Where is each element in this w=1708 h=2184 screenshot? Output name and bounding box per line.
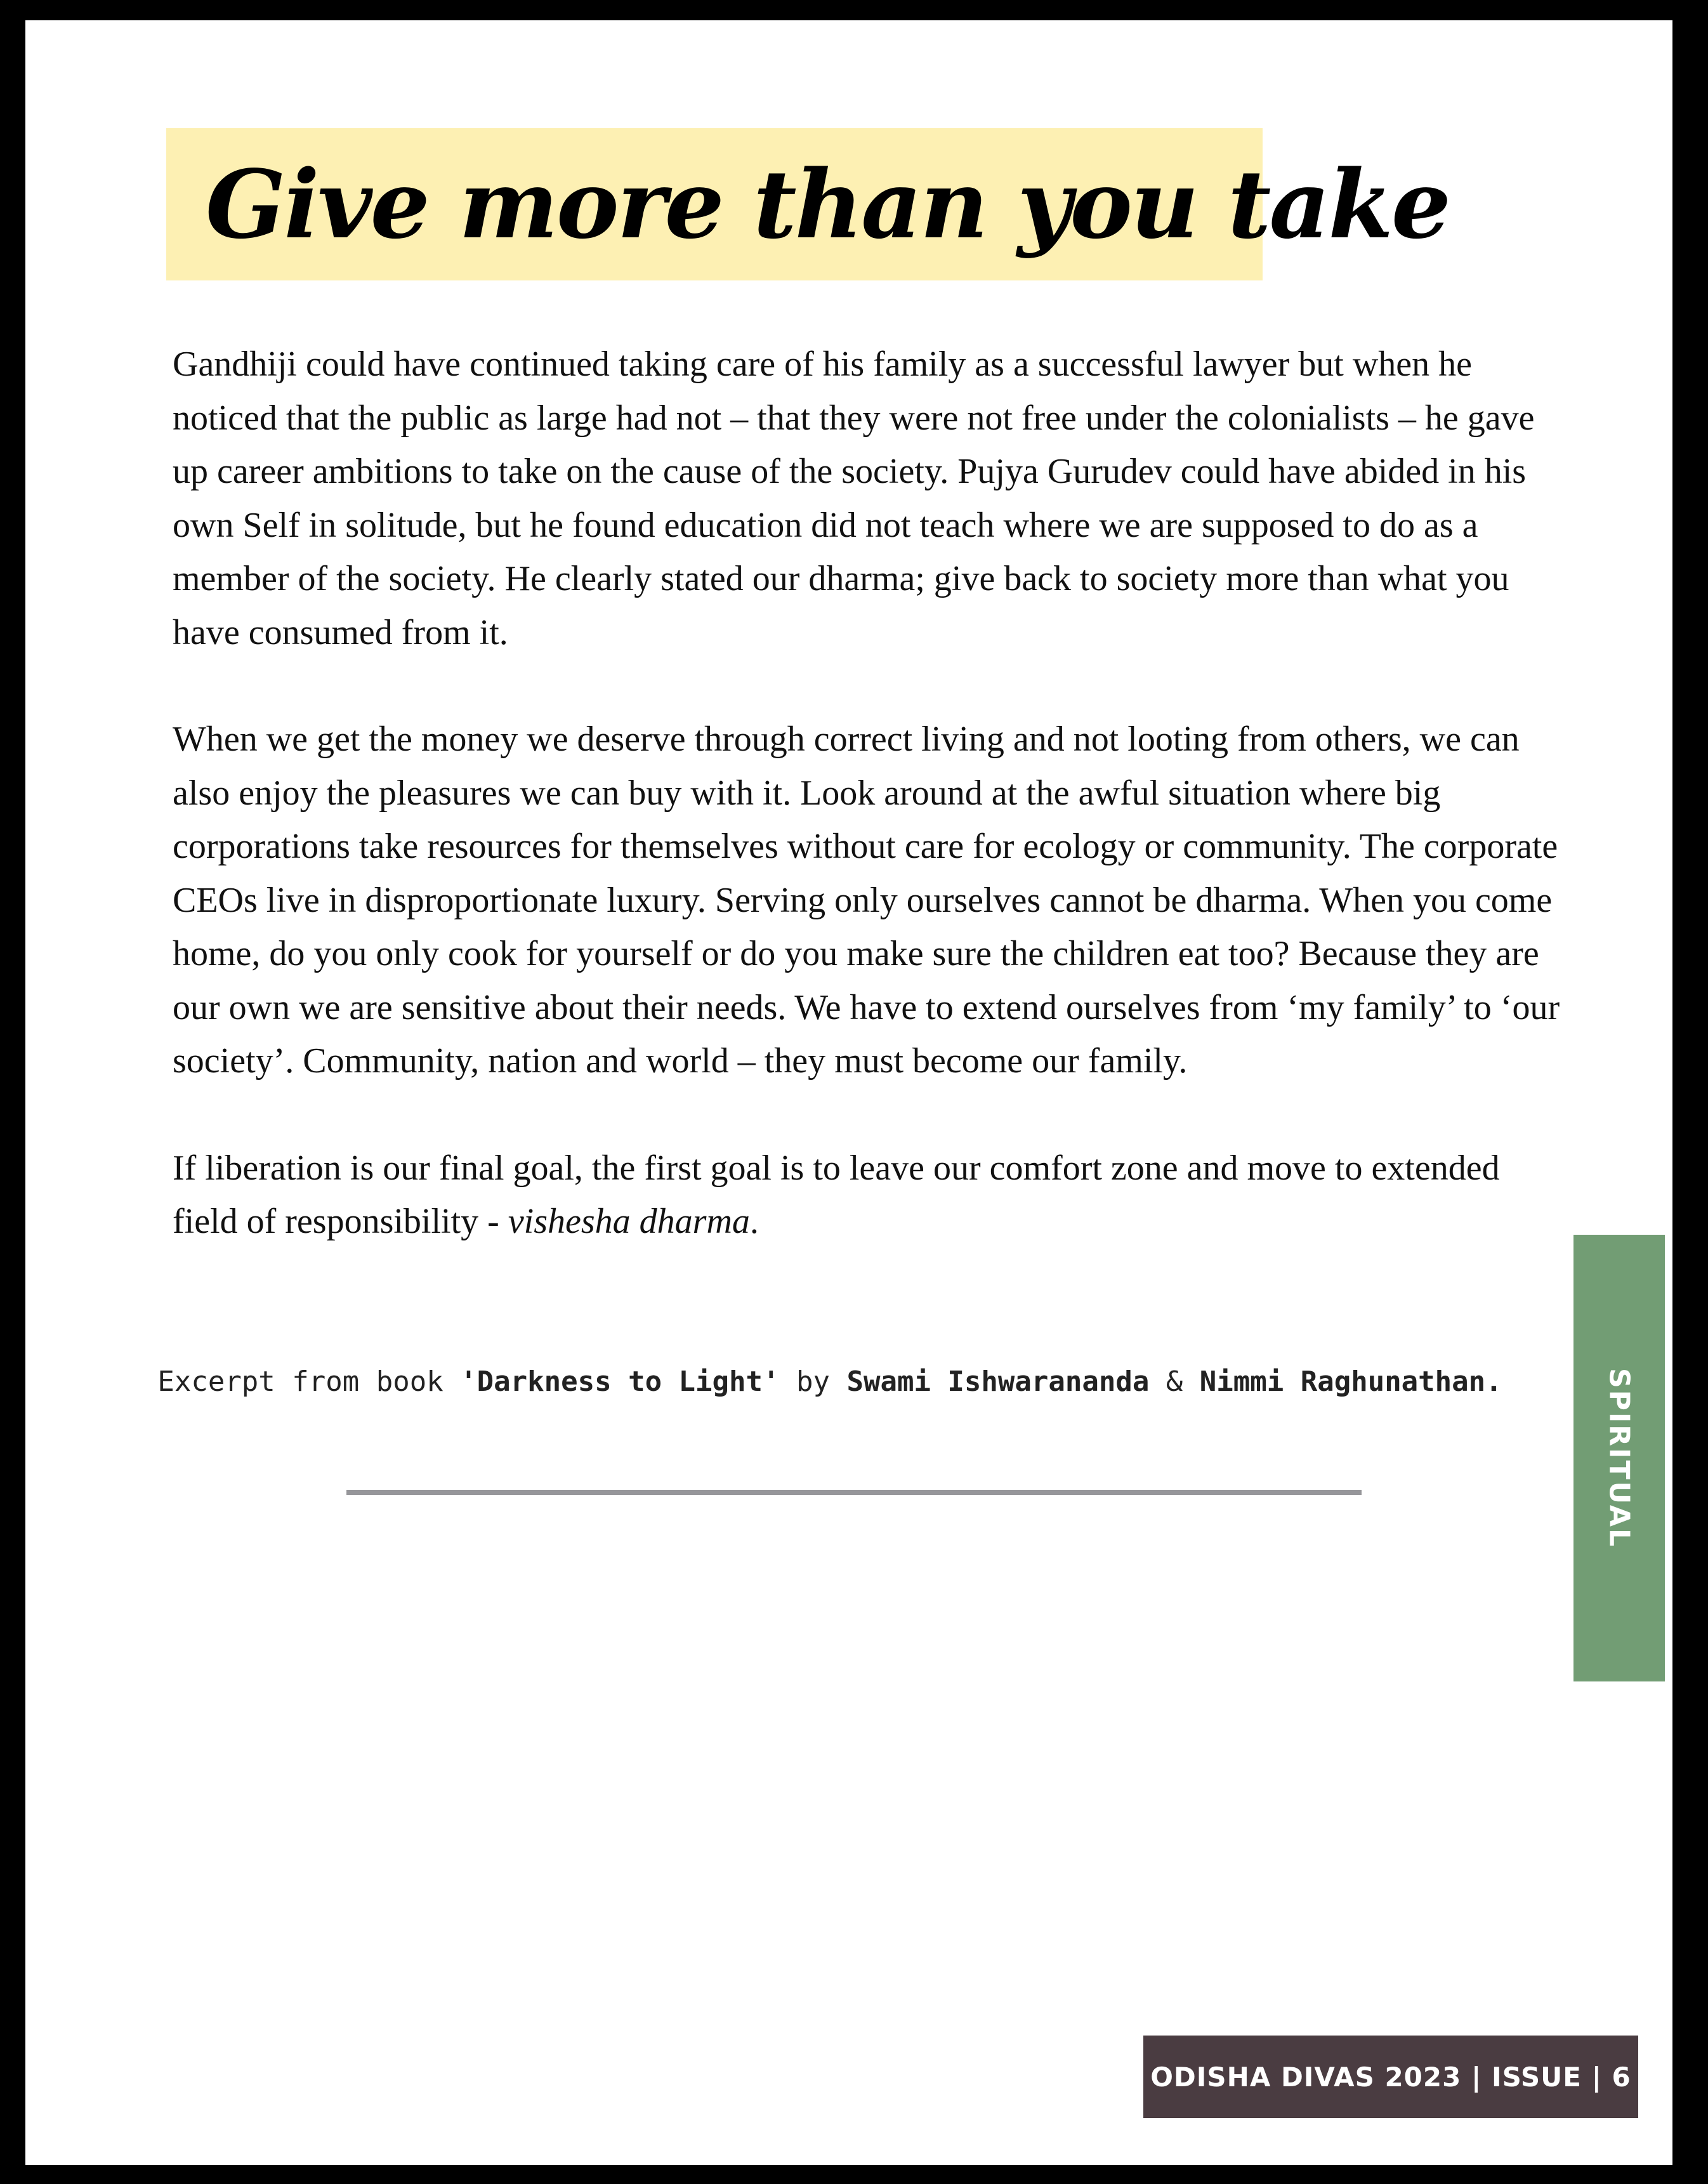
paragraph-3-text: If liberation is our final goal, the first goal is to leave our comfort zone and move to extended field of responsibility - [173,1148,1500,1241]
excerpt-by: by [779,1365,847,1398]
title-highlight-box [166,128,1450,280]
section-side-tab [1573,1235,1665,1681]
paragraph-3-italic-term: vishesha dharma [508,1202,750,1241]
magazine-page [25,20,1672,2165]
footer-issue-label: ODISHA DIVAS 2023 | ISSUE | 6 [1150,2061,1631,2093]
section-divider [346,1490,1362,1495]
author-2: Nimmi Raghunathan. [1199,1365,1502,1398]
book-title: 'Darkness to Light' [460,1365,780,1398]
paragraph-3-punct: . [749,1202,759,1241]
paragraph-1: Gandhiji could have continued taking care of his family as a successful lawyer but when he noticed that the public as large had not – that they were not free under the colonialists – he gave up career ambitions to take on the cause of the society. Pujya Gurudev could have abided in his own Self in solitude, but he found education did not teach where we are supposed to do as a member of the society. He clearly stated our dharma; give back to society more than what you have consumed from it. [173,345,1535,652]
article-title: Give more than you take [206,149,1450,260]
paragraph-3 [173,1141,1568,1249]
paragraph-2: When we get the money we deserve through correct living and not looting from others, we can also enjoy the pleasures we can buy with it. Look around at the awful situation where big corporations take resources for themselves without care for ecology or community. The corporate CEOs live in disproportionate luxury. Serving only ourselves cannot be dharma. When you come home, do you only cook for yourself or do you make sure the children eat too? Because they are our own we are sensitive about their needs. We have to extend ourselves from ‘my family’ to ‘our society’. Community, nation and world – they must become our family. [173,720,1560,1081]
section-tab-label: SPIRITUAL [1603,1367,1636,1549]
article-body [173,338,1568,1249]
excerpt-amp: & [1149,1365,1200,1398]
excerpt-credit [25,1365,1672,1398]
excerpt-prefix: Excerpt from book [157,1365,461,1398]
author-1: Swami Ishwarananda [846,1365,1150,1398]
footer-issue-badge [1143,2036,1638,2118]
